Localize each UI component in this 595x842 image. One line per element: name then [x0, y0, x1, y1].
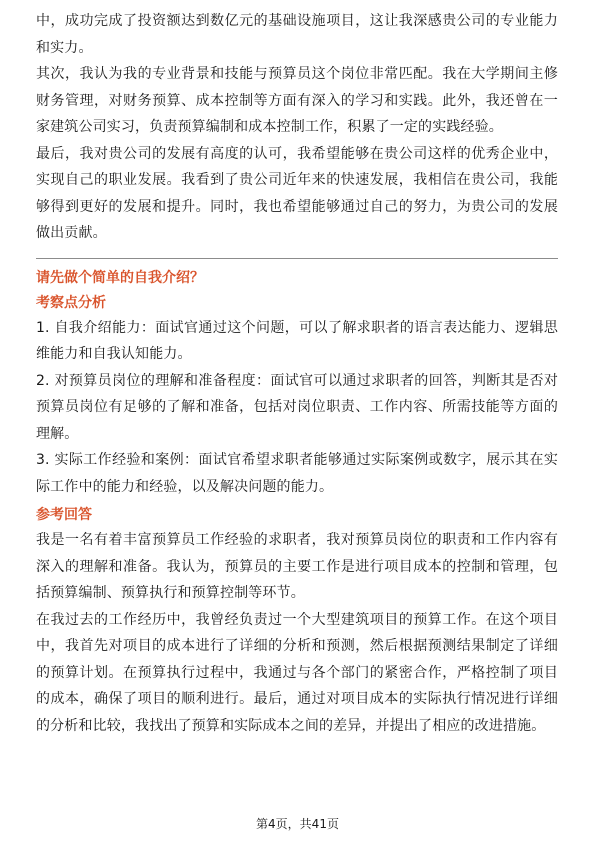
- answer-heading: 参考回答: [36, 507, 92, 523]
- intro-paragraph: 其次，我认为我的专业背景和技能与预算员这个岗位非常匹配。我在大学期间主修财务管理，对财务预算、成本控制等方面有深入的学习和实践。此外，我还曾在一家建筑公司实习，负责预算编制和成本控制工作，积累了一定的实践经验。: [36, 66, 558, 135]
- analysis-item: 3. 实际工作经验和案例：面试官希望求职者能够通过实际案例或数字，展示其在实际工作中的能力和经验，以及解决问题的能力。: [36, 452, 558, 495]
- analysis-item: 2. 对预算员岗位的理解和准备程度：面试官可以通过求职者的回答，判断其是否对预算员岗位有足够的了解和准备，包括对岗位职责、工作内容、所需技能等方面的理解。: [36, 372, 558, 442]
- intro-paragraph: 中，成功完成了投资额达到数亿元的基础设施项目，这让我深感贵公司的专业能力和实力。: [36, 13, 558, 56]
- page-number: 第4页，共41页: [256, 817, 339, 831]
- answer-paragraph: 在我过去的工作经历中，我曾经负责过一个大型建筑项目的预算工作。在这个项目中，我首先对项目的成本进行了详细的分析和预测，然后根据预测结果制定了详细的预算计划。在预算执行过程中，我通过与各个部门的紧密合作，严格控制了项目的成本，确保了项目的顺利进行。最后，通过对项目成本的实际执行情况进行详细的分析和比较，我找出了预算和实际成本之间的差异，并提出了相应的改进措施。: [36, 611, 558, 734]
- section-divider: [36, 258, 558, 259]
- analysis-item: 1. 自我介绍能力：面试官通过这个问题，可以了解求职者的语言表达能力、逻辑思维能力和自我认知能力。: [36, 319, 558, 362]
- document-page: [36, 8, 558, 739]
- answer-paragraph: 我是一名有着丰富预算员工作经验的求职者，我对预算员岗位的职责和工作内容有深入的理解和准备。我认为，预算员的主要工作是进行项目成本的控制和管理，包括预算编制、预算执行和预算控制等环节。: [36, 532, 558, 601]
- question-title: 请先做个简单的自我介绍？: [36, 269, 204, 286]
- intro-paragraph: 最后，我对贵公司的发展有高度的认可，我希望能够在贵公司这样的优秀企业中，实现自己的职业发展。我看到了贵公司近年来的快速发展，我相信在贵公司，我能够得到更好的发展和提升。同时，我也希望能够通过自己的努力，为贵公司的发展做出贡献。: [36, 145, 558, 241]
- analysis-heading: 考察点分析: [36, 294, 106, 311]
